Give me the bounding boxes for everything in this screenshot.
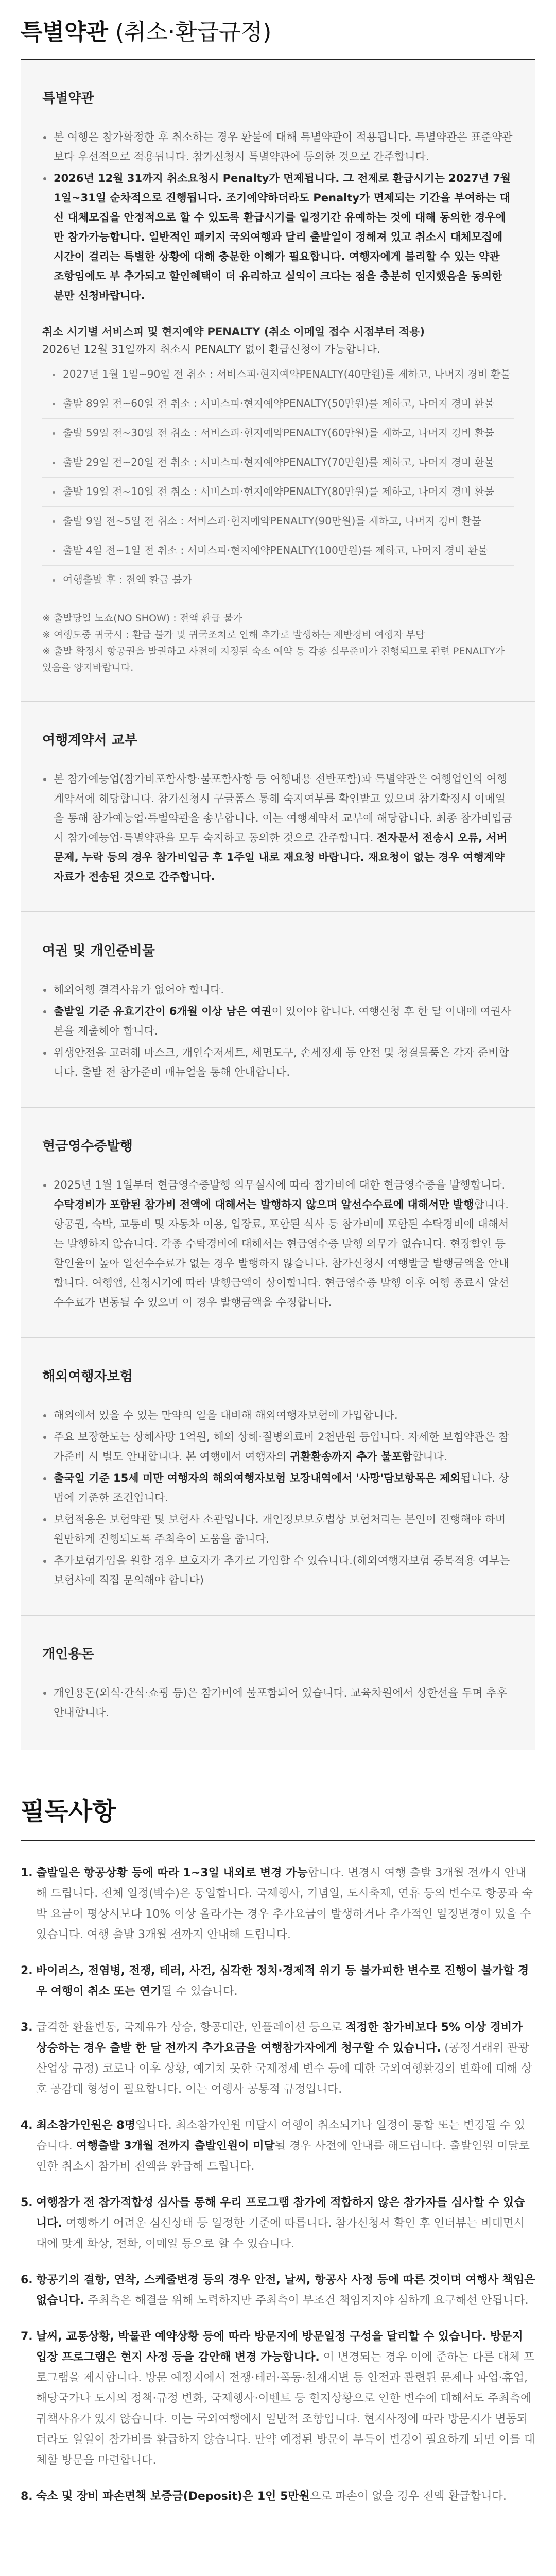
item-text: 본 여행은 참가확정한 후 취소하는 경우 환불에 대해 특별약관이 적용됩니다. 특별약관은 표준약관보다 우선적으로 적용됩니다. 참가신청시 특별약관에 동의한 것으로 간주합니다. [54, 131, 513, 163]
section-title: 개인용돈 [42, 1647, 94, 1662]
list-item [42, 1427, 514, 1466]
penalty-row: 출발 4일 전~1일 전 취소 : 서비스피·현지예약PENALTY(100만원)를 제하고, 나머지 경비 환불 [42, 536, 514, 566]
item-bold: 출발일은 항공상황 등에 따라 1~3일 내외로 변경 가능 [36, 1867, 308, 1879]
penalty-date: 2026년 12월 31일까지 취소시 PENALTY 없이 환급신청이 가능합니다. [42, 343, 380, 355]
item-bold: 2026년 12월 31까지 취소요청시 Penalty가 면제됩니다. 그 전제로 환급시기는 2027년 7월 1일~31일 순차적으로 진행됩니다. 조기예약하더라도 Penalty가 면제되는 기간을 부여하는 대신 대체모집을 안정적으로 할 수 있도록 환급시기를 일정기간 유예하는 것에 대해 동의한 경우에만 참가가능합니다. 일반적인 패키지 국외여행과 달리 출발일이 정해져 있고 취소시 대체모집에 시간이 걸리는 특별한 상황에 대해 충분한 이해가 필요합니다. 여행자에게 불리할 수 있는 약관 조항임에도 부 추가되고 할인혜택이 더 유리하고 실익이 크다는 점을 충분히 인지했음을 동의한 분만 신청바랍니다. [54, 172, 511, 302]
list-item [21, 2193, 535, 2255]
item-bold: 출국일 기준 15세 미만 여행자의 해외여행자보험 보장내역에서 '사망'담보항목은 제외 [54, 1472, 461, 1484]
list-item [42, 168, 514, 306]
item-text: 급격한 환율변동, 국제유가 상승, 항공대란, 인플레이션 등으로 [36, 2021, 346, 2034]
item-bold: 여행참가 전 참가적합성 심사를 통해 우리 프로그램 참가에 적합하지 않은 참가자를 심사할 수 있습니다. [36, 2196, 525, 2230]
bullet-list [42, 1683, 514, 1722]
page-title-main: 특별약관 [21, 19, 109, 45]
item-body [36, 2115, 535, 2177]
penalty-row: 출발 29일 전~20일 전 취소 : 서비스피·현지예약PENALTY(70만원)를 제하고, 나머지 경비 환불 [42, 448, 514, 478]
item-number: 2. [21, 1964, 33, 1977]
item-number: 3. [21, 2021, 33, 2034]
item-bold: 최소참가인원은 8명 [36, 2119, 135, 2132]
penalty-heading: 취소 시기별 서비스피 및 현지예약 PENALTY (취소 이메일 접수 시점부터 적용) [42, 326, 425, 338]
note: ※ 여행도중 귀국시 : 환급 불가 및 귀국조치로 인해 추가로 발생하는 제반경비 여행자 부담 [42, 629, 425, 640]
item-text: 합니다. 항공권, 숙박, 교통비 및 자동차 이용, 입장료, 포함된 식사 등 참가비에 포함된 수탁경비에 대해서는 발행하지 않습니다. 각종 수탁경비에 대해서는 현금영수증 발행 의무가 없습니다. 현장할인 등 할인율이 높아 알선수수료가 없는 경우 발행하지 않습니다. 참가신청시 여행발굴 발행금액을 안내합니다. 여행앱, 신청시기에 따라 발행금액이 상이합니다. 현금영수증 발행 이후 여행 종료시 알선수수료가 변동될 수 있으며 이 경우 발행금액을 수정합니다. [54, 1198, 509, 1309]
section-title: 현금영수증발행 [42, 1139, 133, 1154]
penalty-row: 출발 59일 전~30일 전 취소 : 서비스피·현지예약PENALTY(60만원)를 제하고, 나머지 경비 환불 [42, 419, 514, 448]
list-item [21, 1961, 535, 2002]
agreement-section [42, 730, 514, 887]
item-text: 될 경우 사전에 안내를 해드립니다. 출발인원 미달로 인한 취소시 참가비 전액을 환급해 드립니다. [36, 2140, 530, 2173]
list-item [42, 1468, 514, 1507]
special-terms-section [42, 88, 514, 676]
list-item [42, 1510, 514, 1549]
item-text: 해외에서 있을 수 있는 만약의 일을 대비해 해외여행자보험에 가입합니다. [54, 1409, 398, 1421]
item-bold: 여행출발 3개월 전까지 출발인원이 미달 [76, 2140, 275, 2153]
item-bold: 전자문서 전송시 오류, 서버문제, 누락 등의 경우 참가비입금 후 1주일 내로 재요청 바랍니다. 재요청이 없는 경우 여행계약 자료가 전송된 것으로 간주합니다. [54, 832, 508, 883]
divider [21, 1337, 535, 1338]
item-text: 주최측은 해결을 위해 노력하지만 주최측이 부조건 책임지지야 심하게 요구해선 안됩니다. [84, 2294, 529, 2307]
divider [21, 1107, 535, 1108]
item-bold: 출발일 기준 유효기간이 6개월 이상 남은 여권 [54, 1005, 272, 1018]
list-item [42, 1683, 514, 1722]
item-text: 이 있어야 합니다. 여행신청 후 한 달 이내에 여권사본을 제출해야 합니다. [54, 1005, 512, 1037]
item-number: 1. [21, 1867, 33, 1879]
list-item [21, 1863, 535, 1945]
penalty-row: 2027년 1월 1일~90일 전 취소 : 서비스피·현지예약PENALTY(40만원)를 제하고, 나머지 경비 환불 [42, 360, 514, 389]
list-item [21, 2270, 535, 2311]
item-number: 7. [21, 2330, 33, 2343]
penalty-row: 출발 19일 전~10일 전 취소 : 서비스피·현지예약PENALTY(80만원)를 제하고, 나머지 경비 환불 [42, 478, 514, 507]
page-title-sub: (취소·환급규정) [108, 19, 272, 45]
list-item [21, 2327, 535, 2471]
list-item [21, 2018, 535, 2100]
item-text: 보험적용은 보험약관 및 보험사 소관입니다. 개인정보보호법상 보험처리는 본인이 진행해야 하며 원만하게 진행되도록 주최측이 도움을 줍니다. [54, 1513, 506, 1545]
item-text: 본 참가예능업(참가비포함사항·불포함사항 등 여행내용 전반포함)과 특별약관은 여행업인의 여행계약서에 해당합니다. 참가신청시 구글폼스 통해 숙지여부를 확인받고 있으며 참가확정시 이메일을 통해 참가예능업·특별약관을 송부합니다. 이는 여행계약서 교부에 해당합니다. 최종 참가비입금시 참가예능업·특별약관을 모두 숙지하고 동의한 것으로 간주합니다. [54, 773, 513, 844]
list-item [42, 127, 514, 166]
penalty-row: 여행출발 후 : 전액 환급 불가 [42, 566, 514, 595]
bullet-list [42, 1405, 514, 1590]
section-title: 해외여행자보험 [42, 1369, 133, 1384]
item-number: 6. [21, 2274, 33, 2286]
item-body [36, 2327, 535, 2471]
item-body [36, 2018, 535, 2100]
page-title [21, 18, 535, 47]
item-text: 합니다. [412, 1450, 447, 1463]
item-text: 주요 보장한도는 상해사망 1억원, 해외 상해·질병의료비 2천만원 등입니다. 자세한 보험약관은 참가준비 시 별도 안내합니다. 본 여행에서 여행자의 [54, 1431, 509, 1463]
list-item [42, 769, 514, 887]
list-item [42, 980, 514, 999]
bullet-list [42, 127, 514, 306]
list-item [21, 2115, 535, 2177]
bullet-list [42, 769, 514, 887]
item-bold: 숙소 및 장비 파손면책 보증금(Deposit)은 1인 5만원 [36, 2490, 310, 2503]
list-item [42, 1405, 514, 1425]
divider [21, 701, 535, 702]
bullet-list [42, 1175, 514, 1312]
item-bold: 귀환환송까지 추가 불포함 [290, 1450, 412, 1463]
terms-box [21, 60, 535, 1750]
divider [21, 911, 535, 912]
penalty-notes [42, 610, 514, 676]
item-body [36, 1961, 535, 2002]
item-body [36, 2270, 535, 2311]
bullet-list [42, 980, 514, 1082]
item-text: 합니다. 변경시 여행 출발 3개월 전까지 안내해 드립니다. 전체 일정(박수)은 동일합니다. 국제행사, 기념일, 도시축제, 연휴 등의 변수로 항공과 숙박 요금이 평상시보다 10% 이상 올라가는 경우 추가요금이 발생하거나 추가적인 일정변경이 있을 수 있습니다. 여행 출발 3개월 전까지 안내해 드립니다. [36, 1867, 533, 1941]
item-number: 4. [21, 2119, 33, 2132]
item-text: 해외여행 결격사유가 없어야 합니다. [54, 984, 224, 996]
list-item [42, 1175, 514, 1312]
item-text: 추가보험가입을 원할 경우 보호자가 추가로 가입할 수 있습니다.(해외여행자보험 중복적용 여부는 보험사에 직접 문의해야 합니다) [54, 1554, 510, 1586]
personal-money-section [42, 1643, 514, 1722]
item-number: 5. [21, 2196, 33, 2209]
note: ※ 출발 확정시 항공권을 발권하고 사전에 지정된 숙소 예약 등 각종 실무준비가 진행되므로 관련 PENALTY가 있음을 양지바랍니다. [42, 646, 505, 673]
item-text: 개인용돈(외식·간식·쇼핑 등)은 참가비에 불포함되어 있습니다. 교육차원에서 상한선을 두며 추후 안내합니다. [54, 1687, 507, 1719]
receipt-section [42, 1136, 514, 1312]
penalty-row: 출발 9일 전~5일 전 취소 : 서비스피·현지예약PENALTY(90만원)를 제하고, 나머지 경비 환불 [42, 507, 514, 536]
item-text: 여행하기 어려운 심신상태 등 일정한 기준에 따릅니다. 참가신청서 확인 후 인터뷰는 비대면시대에 맞게 화상, 전화, 이메일 등으로 할 수 있습니다. [36, 2217, 525, 2250]
insurance-section [42, 1366, 514, 1590]
item-text: 위생안전을 고려해 마스크, 개인수저세트, 세면도구, 손세정제 등 안전 및 청결물품은 각자 준비합니다. 출발 전 참가준비 매뉴얼을 통해 안내합니다. [54, 1046, 509, 1078]
item-body [36, 2486, 535, 2507]
item-bold: 항공기의 결항, 연착, 스케줄변경 등의 경우 안전, 날씨, 항공사 사정 등에 따른 것이며 여행사 책임은 없습니다. [36, 2274, 535, 2307]
list-item [21, 2486, 535, 2507]
item-text: 이 변경되는 경우 이에 준하는 다른 대체 프로그램을 제시합니다. 방문 예정지에서 전쟁·테러·폭동·천재지변 등 안전과 관련된 문제나 파업·휴업, 해당국가나 도시의 정책·규정 변화, 국제행사·이벤트 등 현지상황으로 인한 변수에 대해서도 주최측에 귀책사유가 있지 않습니다. 이는 국외여행에서 일반적 조항입니다. 현지사정에 따라 방문지가 변동되더라도 일일이 참가비를 환급하지 않습니다. 만약 예정된 방문이 부득이 변경이 필요하게 되면 이를 대체할 방문을 마련합니다. [36, 2351, 535, 2467]
list-item [42, 1551, 514, 1590]
item-text: 될 수 있습니다. [161, 1985, 238, 1998]
page-header [21, 0, 535, 60]
required-reading-title: 필독사항 [21, 1750, 535, 1841]
item-bold: 적정한 참가비보다 5% 이상 경비가 상승하는 경우 출발 한 달 전까지 추가요금을 여행참가자에게 청구할 수 있습니다. [36, 2021, 523, 2055]
item-bold: 바이러스, 전염병, 전쟁, 테러, 사건, 심각한 정치·경제적 위기 등 불가피한 변수로 진행이 불가할 경우 여행이 취소 또는 연기 [36, 1964, 529, 1998]
item-body [36, 1863, 535, 1945]
item-bold: 날씨, 교통상황, 박물관 예약상황 등에 따라 방문지에 방문일정 구성을 달리할 수 있습니다. 방문지 입장 프로그램은 현지 사정 등을 감안해 변경 가능합니다. [36, 2330, 523, 2364]
item-text: 으로 파손이 없을 경우 전액 환급합니다. [309, 2490, 507, 2503]
divider [21, 1615, 535, 1616]
item-text: 됩니다. 상법에 기준한 조건입니다. [54, 1472, 509, 1504]
penalty-row: 출발 89일 전~60일 전 취소 : 서비스피·현지예약PENALTY(50만원)를 제하고, 나머지 경비 환불 [42, 389, 514, 419]
note: ※ 출발당일 노쇼(NO SHOW) : 전액 환급 불가 [42, 613, 242, 624]
item-body [36, 2193, 535, 2255]
item-text: 2025년 1월 1일부터 현금영수증발행 의무실시에 따라 참가비에 대한 현금영수증을 발행합니다. [54, 1179, 506, 1191]
item-number: 8. [21, 2490, 33, 2503]
passport-section [42, 940, 514, 1082]
item-text: 입니다. 최소참가인원 미달시 여행이 취소되거나 일정이 통합 또는 변경될 수 있습니다. [36, 2119, 525, 2153]
list-item [42, 1002, 514, 1041]
list-item [42, 1043, 514, 1082]
section-title: 여행계약서 교부 [42, 733, 137, 748]
numbered-list [21, 1863, 535, 2507]
section-title: 특별약관 [42, 91, 94, 106]
section-title: 여권 및 개인준비물 [42, 943, 155, 959]
item-bold: 수탁경비가 포함된 참가비 전액에 대해서는 발행하지 않으며 알선수수료에 대해서만 발행 [54, 1198, 474, 1211]
item-text: (공정거래위 관광산업상 규정) 코로나 이후 상황, 예기치 못한 국제정세 변수 등에 대한 국외여행환경의 변화에 대해 상호 공감대 형성이 필요합니다. 이는 여행사 공통적 규정입니다. [36, 2042, 532, 2096]
penalty-list [42, 360, 514, 595]
